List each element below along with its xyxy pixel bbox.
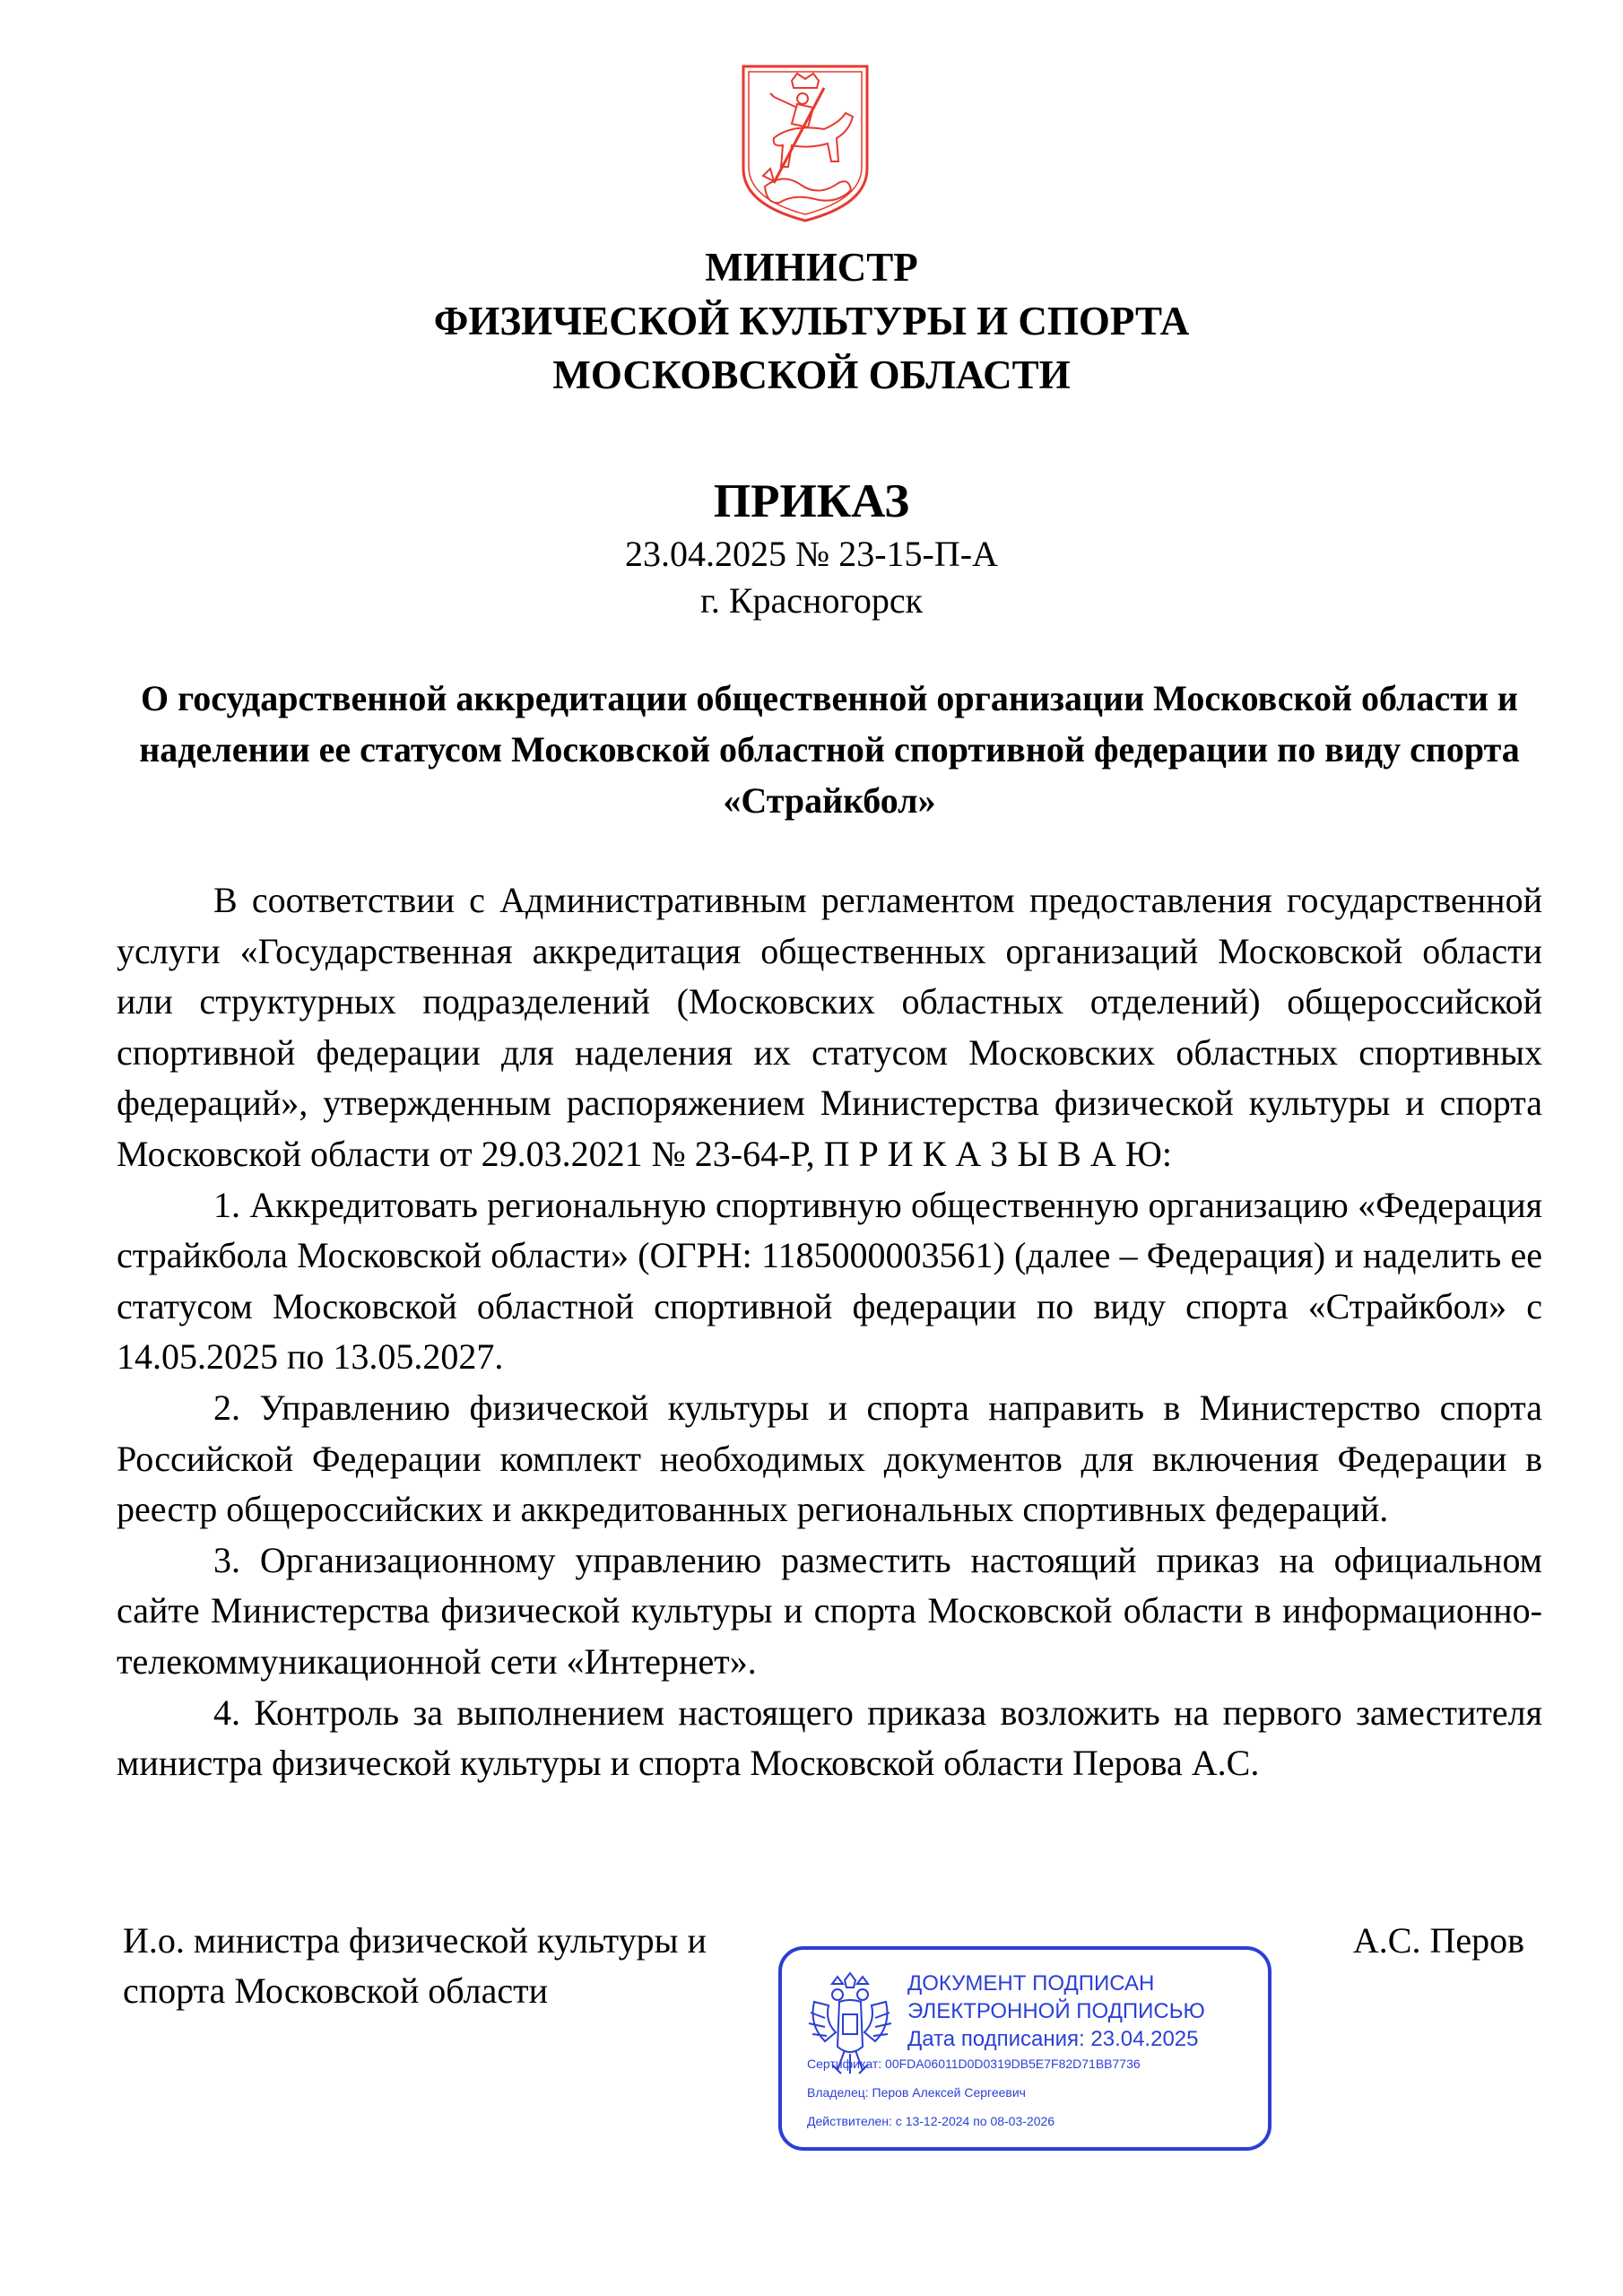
signatory-name: А.С. Перов	[1352, 1920, 1524, 1961]
header-line-2: ФИЗИЧЕСКОЙ КУЛЬТУРЫ И СПОРТА	[433, 299, 1190, 344]
signatory-position-line-2: спорта Московской области	[123, 1970, 549, 2011]
signatory-position-line-1: И.о. министра физической культуры и	[123, 1920, 707, 1961]
moscow-oblast-coat-of-arms-icon	[738, 61, 872, 224]
order-item-3: 3. Организационному управлению разместить настоящий приказ на официальном сайте Министерства физической культуры и спорта Московской области в информационно-телекоммуникационной сети «Интернет».	[117, 1539, 1542, 1682]
preamble-paragraph: В соответствии с Административным регламентом предоставления государственной услуги «Государственная аккредитация общественных организаций Московской области или структурных подразделений (Московских областных отделений) общероссийской спортивной федерации для наделения их статусом Московских областных спортивных федераций», утвержденным распоряжением Министерства физической культуры и спорта Московской области от 29.03.2021 № 23-64-Р, П Р И К А З Ы В А Ю:	[117, 880, 1542, 1174]
electronic-signature-stamp	[778, 1946, 1271, 2151]
order-meta	[0, 531, 1623, 624]
order-item-4: 4. Контроль за выполнением настоящего приказа возложить на первого заместителя министра физической культуры и спорта Московской области Перова А.С.	[117, 1692, 1542, 1784]
order-body	[117, 875, 1542, 1789]
stamp-certificate: Сертификат: 00FDA06011D0D0319DB5E7F82D71BB7736	[807, 2057, 1141, 2071]
stamp-text	[907, 1970, 1266, 2053]
stamp-owner: Владелец: Перов Алексей Сергеевич	[807, 2085, 1026, 2100]
order-date-number: 23.04.2025 № 23-15-П-А	[625, 534, 998, 574]
order-title: ПРИКАЗ	[713, 475, 910, 527]
order-item-1: 1. Аккредитовать региональную спортивную общественную организацию «Федерация страйкбола Московской области» (ОГРН: 1185000003561) (далее – Федерация) и наделить ее статусом Московской областной спортивной федерации по виду спорта «Страйкбол» с 14.05.2025 по 13.05.2027.	[117, 1184, 1542, 1378]
order-place: г. Красногорск	[699, 580, 924, 621]
signatory-position	[123, 1916, 768, 2016]
header-line-3: МОСКОВСКОЙ ОБЛАСТИ	[552, 352, 1071, 397]
stamp-line-3: Дата подписания: 23.04.2025	[907, 2027, 1199, 2051]
order-item-2: 2. Управлению физической культуры и спорта направить в Министерство спорта Российской Федерации комплект необходимых документов для включения Федерации в реестр общероссийских и аккредитованных региональных спортивных федераций.	[117, 1387, 1542, 1530]
ministry-header	[0, 240, 1623, 402]
stamp-validity: Действителен: с 13-12-2024 по 08-03-2026	[807, 2114, 1055, 2128]
header-line-1: МИНИСТР	[705, 245, 918, 290]
order-subject: О государственной аккредитации общественной организации Московской области и наделении ее статусом Московской областной спортивной федерации по виду спорта «Страйкбол»	[139, 678, 1520, 821]
stamp-line-1: ДОКУМЕНТ ПОДПИСАН	[907, 1971, 1155, 1996]
stamp-line-2: ЭЛЕКТРОННОЙ ПОДПИСЬЮ	[907, 1999, 1205, 2023]
